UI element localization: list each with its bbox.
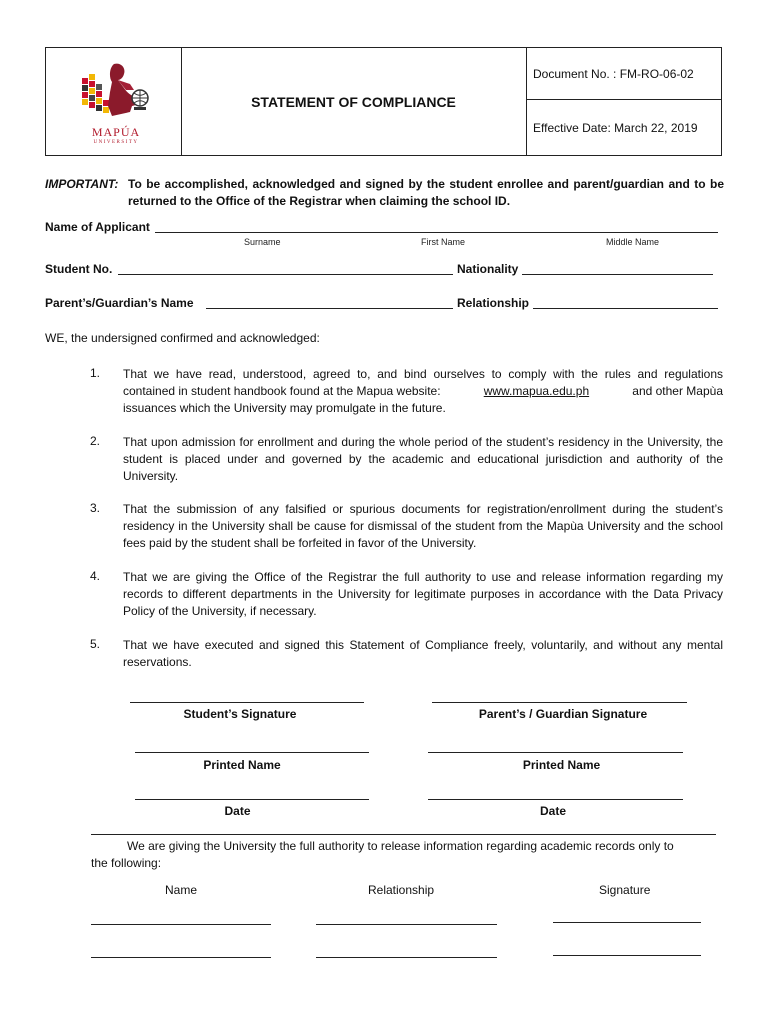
parent-signature-label: Parent’s / Guardian Signature <box>478 707 648 721</box>
item-1-line-1: That we have read, understood, agreed to, and bind ourselves to comply with the rules and regulations <box>123 367 723 381</box>
important-text-2: returned to the Office of the Registrar when claiming the school ID. <box>128 194 511 208</box>
list-item <box>123 366 723 417</box>
item-number: 1. <box>90 366 101 380</box>
applicant-label: Name of Applicant <box>45 220 150 234</box>
column-header-relationship: Relationship <box>368 883 435 897</box>
item-number: 4. <box>90 569 101 583</box>
item-number: 3. <box>90 501 101 515</box>
intro-text: WE, the undersigned confirmed and acknowledged: <box>45 331 320 345</box>
document-meta <box>527 48 722 155</box>
item-number: 2. <box>90 434 101 448</box>
student-signature-line[interactable] <box>130 702 364 703</box>
release-relationship-line-1[interactable] <box>316 924 497 925</box>
important-text-1: To be accomplished, acknowledged and signed by the student enrollee and parent/guardian and to be <box>128 177 724 191</box>
logo-subtitle: UNIVERSITY <box>93 140 139 145</box>
parent-name-input-line[interactable] <box>206 308 453 309</box>
item-1-line-2 <box>123 383 723 400</box>
parent-name-label: Parent’s/Guardian’s Name <box>45 296 194 310</box>
effective-date: Effective Date: March 22, 2019 <box>533 121 698 135</box>
student-date-line[interactable] <box>135 799 369 800</box>
release-text-2: the following: <box>91 856 162 870</box>
parent-date-label: Date <box>539 804 566 818</box>
important-label: IMPORTANT: <box>45 177 119 191</box>
nationality-label: Nationality <box>457 262 519 276</box>
student-no-input-line[interactable] <box>118 274 453 275</box>
parent-signature-line[interactable] <box>432 702 687 703</box>
release-signature-line-1[interactable] <box>553 922 701 923</box>
item-1-text-b: and other Mapùa <box>632 384 723 398</box>
list-item: That the submission of any falsified or spurious documents for registration/enrollment during the student’s residency in the University shall be cause for dismissal of the student from the Mapùa University and the school fees paid by the student shall be forfeited in favor of the University. <box>123 502 723 550</box>
surname-caption: Surname <box>244 237 281 247</box>
release-text-1: We are giving the University the full authority to release information regarding academic records only to <box>127 839 674 853</box>
logo-wordmark: MAPÚA <box>91 125 141 139</box>
student-no-label: Student No. <box>45 262 113 276</box>
column-header-name: Name <box>165 883 198 897</box>
release-name-line-2[interactable] <box>91 957 271 958</box>
item-1-text-a: contained in student handbook found at the Mapua website: <box>123 384 441 398</box>
document-number: Document No. : FM-RO-06-02 <box>527 48 722 100</box>
column-header-signature: Signature <box>599 883 651 897</box>
release-signature-line-2[interactable] <box>553 955 701 956</box>
parent-date-line[interactable] <box>428 799 683 800</box>
header-table <box>45 47 722 156</box>
nationality-input-line[interactable] <box>522 274 713 275</box>
relationship-input-line[interactable] <box>533 308 718 309</box>
mapua-website-link[interactable]: www.mapua.edu.ph <box>483 384 590 398</box>
middle-name-caption: Middle Name <box>606 237 660 247</box>
student-signature-label: Student’s Signature <box>183 707 297 721</box>
student-printed-name-label: Printed Name <box>203 758 281 772</box>
mapua-logo-icon <box>74 60 164 126</box>
release-name-line-1[interactable] <box>91 924 271 925</box>
document-title: STATEMENT OF COMPLIANCE <box>181 48 527 155</box>
item-number: 5. <box>90 637 101 651</box>
first-name-caption: First Name <box>421 237 466 247</box>
student-date-label: Date <box>224 804 251 818</box>
release-relationship-line-2[interactable] <box>316 957 497 958</box>
item-1-line-3: issuances which the University may promulgate in the future. <box>123 401 446 415</box>
parent-printed-name-label: Printed Name <box>522 758 601 772</box>
parent-printed-name-line[interactable] <box>428 752 683 753</box>
applicant-input-line[interactable] <box>155 232 718 233</box>
list-item: That upon admission for enrollment and during the whole period of the student’s residency in the University, the student is placed under and governed by the academic and educational jurisdiction and authority of the University. <box>123 435 723 483</box>
logo-cell <box>46 48 182 155</box>
list-item: That we have executed and signed this Statement of Compliance freely, voluntarily, and without any mental reservations. <box>123 638 723 669</box>
list-item: That we are giving the Office of the Registrar the full authority to use and release information regarding my records to different departments in the University for legitimate purposes in accordance with the Data Privacy Policy of the University, if necessary. <box>123 570 723 618</box>
section-divider <box>91 834 716 835</box>
relationship-label: Relationship <box>457 296 530 310</box>
student-printed-name-line[interactable] <box>135 752 369 753</box>
